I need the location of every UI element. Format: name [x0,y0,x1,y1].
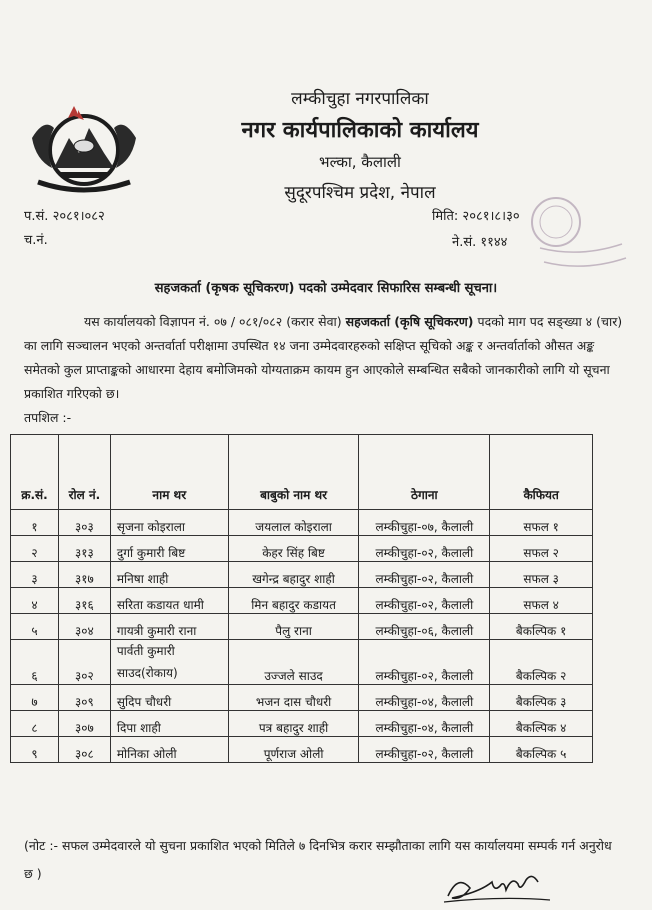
cell-address: लम्कीचुहा-०४, कैलाली [359,685,490,711]
table-row [11,536,593,562]
cell-name-line2: साउद(रोकाय) [116,666,178,680]
cell-roll: ३०८ [58,737,110,763]
table-row [11,711,593,737]
municipality-name: लम्कीचुहा नगरपालिका [291,89,429,109]
cell-address: लम्कीचुहा-०७, कैलाली [359,510,490,536]
cell-roll: ३०९ [58,685,110,711]
cell-name: दुर्गा कुमारी बिष्ट [110,536,228,562]
cell-father: पत्र बहादुर शाही [228,711,359,737]
body-post-name: सहजकर्ता (कृषि सूचिकरण) [345,314,474,329]
cell-father: भजन दास चौधरी [228,685,359,711]
cell-roll: ३०२ [58,640,110,685]
cell-sn: ४ [11,588,59,614]
signature [440,862,560,906]
cell-father: पूर्णराज ओली [228,737,359,763]
cell-name: सुदिप चौधरी [110,685,228,711]
cell-remark: बैकल्पिक २ [490,640,593,685]
cell-name: मनिषा शाही [110,562,228,588]
table-header-row [11,435,593,510]
cell-name: गायत्री कुमारी राना [110,614,228,640]
cell-sn: ३ [11,562,59,588]
table-row [11,737,593,763]
cell-sn: ७ [11,685,59,711]
cell-remark: बैकल्पिक १ [490,614,593,640]
cell-address: लम्कीचुहा-०२, कैलाली [359,536,490,562]
cell-sn: ६ [11,640,59,685]
body-part1: यस कार्यालयको विज्ञापन नं. ०७ / ०८१/०८२ (करार सेवा) [84,314,346,329]
cell-remark: बैकल्पिक ५ [490,737,593,763]
cell-remark: बैकल्पिक ३ [490,685,593,711]
header-father: बाबुको नाम थर [228,435,359,510]
cell-father: उज्जले साउद [228,640,359,685]
cell-address: लम्कीचुहा-०२, कैलाली [359,562,490,588]
notice-body [24,310,624,430]
cell-roll: ३१३ [58,536,110,562]
cell-address: लम्कीचुहा-०६, कैलाली [359,614,490,640]
cell-roll: ३०३ [58,510,110,536]
cell-name [110,640,228,685]
cell-name: मोनिका ओली [110,737,228,763]
cell-remark: सफल ३ [490,562,593,588]
cell-sn: १ [11,510,59,536]
header-name: नाम थर [110,435,228,510]
header-sn: क्र.सं. [11,435,59,510]
cell-roll: ३०७ [58,711,110,737]
header-remark: कैफियत [490,435,593,510]
cell-roll: ३१७ [58,562,110,588]
body-part2: पदको माग पद सङ्ख्या ४ (चार) का लागि सञ्चालन भएको अन्तर्वार्ता परीक्षामा उपस्थित १४ जना उम्मेदवारहरुको सक्षिप्त सूचिको अङ्क र अन्तर्वार्ताको औसत अङ्क समेतको कुल प्राप्ताङ्कको आधारमा देहाय बमोजिमको योग्यताक्रम कायम हुन आएकोले सम्बन्धित सबैको जानकारीको लागि यो सूचना प्रकाशित गरिएको छ। [24,314,623,401]
cell-remark: सफल ४ [490,588,593,614]
cell-name: दिपा शाही [110,711,228,737]
header-address: ठेगाना [359,435,490,510]
table-row [11,562,593,588]
cell-father: जयलाल कोइराला [228,510,359,536]
office-seal-stamp [510,188,630,278]
table-row [11,588,593,614]
table-row [11,614,593,640]
dispatch-number: च.नं. [24,233,48,248]
notice-paragraph [24,310,624,406]
cell-sn: ९ [11,737,59,763]
candidate-table [10,434,593,763]
office-address: भल्का, कैलाली [319,153,401,171]
office-name: नगर कार्यपालिकाको कार्यालय [241,118,479,143]
cell-remark: सफल १ [490,510,593,536]
cell-sn: ५ [11,614,59,640]
header-roll: रोल नं. [58,435,110,510]
cell-address: लम्कीचुहा-०२, कैलाली [359,640,490,685]
table-row [11,510,593,536]
cell-sn: ८ [11,711,59,737]
cell-father: खगेन्द्र बहादुर शाही [228,562,359,588]
cell-address: लम्कीचुहा-०४, कैलाली [359,711,490,737]
date: मिति: २०८१।८।३० [432,209,520,224]
cell-address: लम्कीचुहा-०२, कैलाली [359,588,490,614]
table-row [11,685,593,711]
cell-name-line1: पार्वती कुमारी [116,644,175,658]
cell-remark: सफल २ [490,536,593,562]
tapsil-label: तपशिल :- [24,410,72,425]
cell-remark: बैकल्पिक ४ [490,711,593,737]
province-name: सुदूरपश्चिम प्रदेश, नेपाल [284,183,436,203]
footer-note: (नोट :- सफल उम्मेदवारले यो सुचना प्रकाशित भएको मितिले ७ दिनभित्र करार सम्झौताका लागि यस कार्यालयमा सम्पर्क गर्न अनुरोध छ ) [24,838,612,881]
table-row [11,640,593,685]
letter-number: प.सं. २०८१।०८२ [24,209,105,224]
notice-title: सहजकर्ता (कृषक सूचिकरण) पदको उम्मेदवार सिफारिस सम्बन्धी सूचना। [154,281,498,296]
nepal-sambat-number: ने.सं. ११४४ [452,235,508,250]
cell-father: केहर सिंह बिष्ट [228,536,359,562]
cell-roll: ३१६ [58,588,110,614]
cell-sn: २ [11,536,59,562]
cell-father: मिन बहादुर कडायत [228,588,359,614]
cell-name: सृजना कोइराला [110,510,228,536]
cell-name: सरिता कडायत धामी [110,588,228,614]
cell-father: पैलु राना [228,614,359,640]
cell-roll: ३०४ [58,614,110,640]
cell-address: लम्कीचुहा-०२, कैलाली [359,737,490,763]
